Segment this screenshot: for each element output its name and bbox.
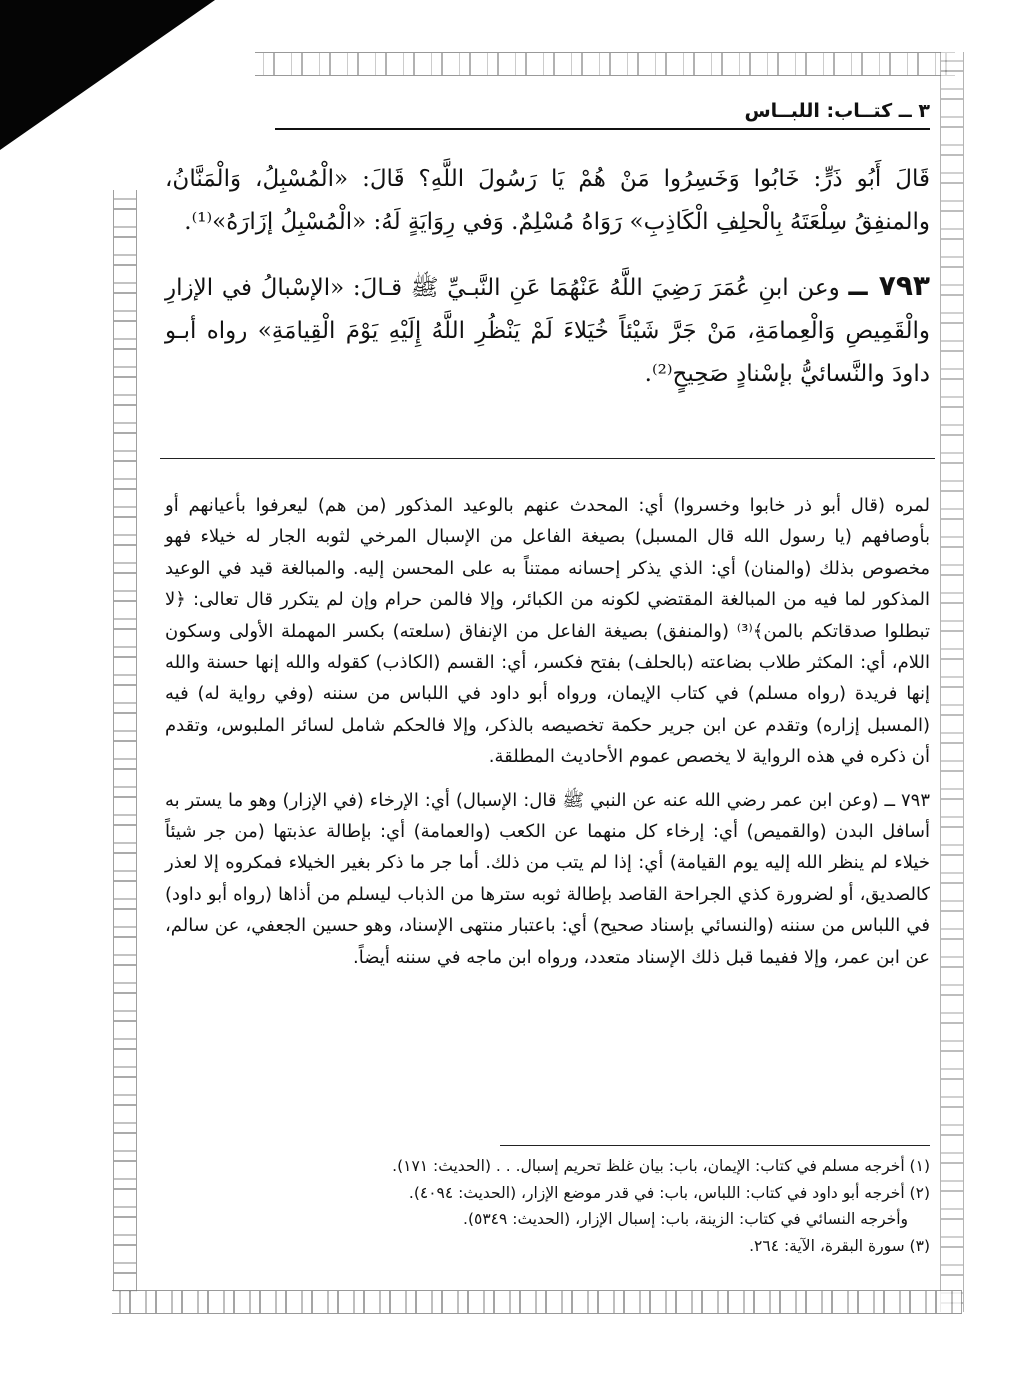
hadith-793: [165, 264, 930, 396]
footnote-rule: [500, 1145, 930, 1146]
ornamental-border-top: [255, 52, 955, 76]
hadith-793-text: وعن ابنِ عُمَرَ رَضِيَ اللَّهُ عَنْهُمَا عَنِ النَّبـيِّ ﷺ قـالَ: «الإسْبالُ في الإزارِ والْقَمِيصِ وَالْعِمامَةِ، مَنْ جَرَّ شَيْئاً خُيَلاءَ لَمْ يَنْظُرِ اللَّهُ إِلَيْهِ يَوْمَ الْقِيامَةِ» رواه أبـو داودَ والنَّسائيُّ بإسْنادٍ صَحِيحٍ⁽²⁾.: [165, 275, 930, 387]
footnote: (٢) أخرجه أبو داود في كتاب: اللباس، باب: في قدر موضع الإزار، (الحديث: ٤٠٩٤).: [408, 1183, 930, 1202]
footnote: وأخرجه النسائي في كتاب: الزينة، باب: إسبال الإزار، (الحديث: ٥٣٤٩).: [463, 1210, 908, 1228]
commentary-separator: [160, 458, 935, 459]
footnotes: [250, 1153, 930, 1259]
ornamental-border-bottom: [112, 1290, 962, 1314]
footnote: (١) أخرجه مسلم في كتاب: الإيمان، باب: بيان غلظ تحريم إسبال. . . (الحديث: ١٧١).: [392, 1157, 930, 1175]
commentary: [165, 490, 930, 985]
footnote: (٣) سورة البقرة، الآية: ٢٦٤.: [749, 1236, 930, 1255]
hadith-text: [165, 158, 930, 416]
ornamental-border-right: [940, 52, 964, 1312]
hadith-number: ٧٩٣ ــ: [848, 269, 931, 302]
header-rule: [275, 128, 930, 130]
commentary-paragraph: ٧٩٣ ــ (وعن ابن عمر رضي الله عنه عن النبي ﷺ قال: الإسبال) أي: الإرخاء (في الإزار) وهو ما يستر به أسافل البدن (والقميص) أي: إرخاء كل منهما عن الكعب (والعمامة) أي: بإطالة عذبتها (من جر شيئاً خيلاء لم ينظر الله إليه يوم القيامة) أي: إذا لم يتب من ذلك. أما جر ما ذكر بغير الخيلاء فمكروه إلا لعذر كالصديق، أو لضرورة كذي الجراحة القاصد بإطالة ثوبه سترها من الذباب ليسلم من أذاها (رواه أبو داود) في اللباس من سننه (والنسائي بإسناد صحيح) أي: باعتبار منتهى الإسناد، وهو حسين الجعفي، عن سالم، عن ابن عمر، وإلا ففيما قبل ذلك الإسناد متعدد، ورواه ابن ماجه في سننه أيضاً.: [165, 789, 930, 968]
chapter-header: ٣ ــ كتــاب: اللبــاس: [744, 100, 930, 122]
commentary-paragraph: لمره (قال أبو ذر خابوا وخسروا) أي: المحدث عنهم بالوعيد المذكور (من هم) ليعرفوا بأعيانهم أو بأوصافهم (يا رسول الله قال المسبل) بصيغة الفاعل من الإسبال المرخي لثوبه الجار له خيلاء فهو مخصوص بذلك (والمنان) أي: الذي يذكر إحسانه ممتناً به على المحسن إليه. والمبالغة قيد في الوعيد المذكور لما فيه من المبالغة المقتضي لكونه من الكبائر، وإلا فالمن حرام وإن لم يتكرر قال تعالى: ﴿لا تبطلوا صدقاتكم بالمن﴾⁽³⁾ (والمنفق) بصيغة الفاعل من الإنفاق (سلعته) بكسر المهملة الأولى وسكون اللام، أي: المكثر طلاب بضاعته (بالحلف) بفتح فكسر، أي: القسم (الكاذب) كقوله والله إنها حسنة والله إنها فريدة (رواه مسلم) في كتاب الإيمان، ورواه أبو داود في اللباس من سننه (وفي رواية له) فيه (المسبل إزاره) وتقدم عن ابن جرير حكمة تخصيصه بالذكر، وإلا فالحكم شامل لسائر الملبوس، وتقدم أن ذكره في هذه الرواية لا يخصص عموم الأحاديث المطلقة.: [165, 495, 931, 768]
hadith-continuation: قَالَ أَبُو ذَرٍّ: خَابُوا وَخَسِرُوا مَنْ هُمْ يَا رَسُولَ اللَّهِ؟ قَالَ: «الْمُسْبِلُ، وَالْمَنَّانُ، والمنفِقُ سِلْعَتَهُ بِالْحلِفِ الْكَاذِبِ» رَوَاهُ مُسْلِمٌ. وَفي رِوَايَةٍ لَهُ: «الْمُسْبِلُ إزَارَهُ»⁽¹⁾.: [165, 166, 930, 235]
page-corner-shadow: [0, 0, 215, 150]
ornamental-border-left: [113, 190, 137, 1292]
